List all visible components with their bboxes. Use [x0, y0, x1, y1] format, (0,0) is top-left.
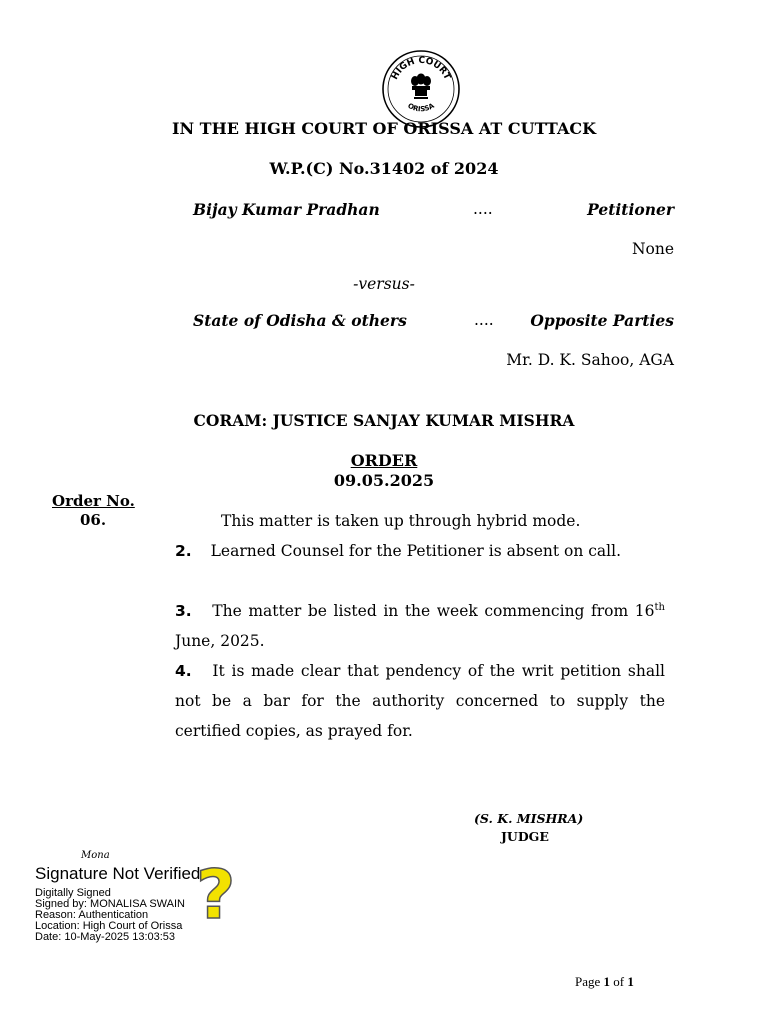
order-heading-text: ORDER: [350, 451, 418, 470]
court-title: IN THE HIGH COURT OF ORISSA AT CUTTACK: [172, 119, 596, 138]
signature-details: [35, 888, 185, 943]
petitioner-dots: ....: [473, 200, 493, 218]
signature-line: Date: 10-May-2025 13:03:53: [35, 931, 176, 943]
paragraph-text: This matter is taken up through hybrid mode.: [221, 512, 581, 530]
paragraph-3: [175, 596, 665, 656]
question-mark-icon: ?: [196, 856, 236, 935]
order-no-label: Order No.: [52, 492, 135, 510]
paragraph-text-before: The matter be listed in the week commencing from 16: [212, 602, 655, 620]
signature-line: Signed by: MONALISA SWAIN: [35, 898, 185, 910]
signature-status: Signature Not Verified: [35, 864, 201, 883]
paragraph-text: It is made clear that pendency of the writ petition shall not be a bar for the authority concerned to supply the certified copies, as prayed for.: [175, 662, 665, 740]
paragraph-4: [175, 656, 665, 746]
respondent-counsel: Mr. D. K. Sahoo, AGA: [506, 351, 674, 369]
seal-bottom-text: ORISSA: [406, 101, 436, 114]
petitioner-role: Petitioner: [587, 200, 674, 219]
petitioner-name: Bijay Kumar Pradhan: [193, 200, 380, 219]
paragraph-text-after: June, 2025.: [175, 632, 265, 650]
order-no-value: 06.: [80, 511, 107, 529]
paragraph-number: 3.: [175, 602, 192, 620]
signature-line: Location: High Court of Orissa: [35, 920, 183, 932]
page-current: 1: [603, 974, 611, 989]
ordinal-suffix: th: [654, 601, 665, 613]
respondent-role: Opposite Parties: [530, 311, 674, 330]
judge-title: JUDGE: [501, 829, 549, 844]
respondent-dots: ....: [474, 311, 494, 329]
versus-label: -versus-: [353, 275, 415, 293]
petitioner-counsel: None: [631, 240, 674, 258]
digital-signature-block[interactable]: [35, 856, 245, 944]
paragraph-1: [175, 506, 665, 536]
signature-line: Reason: Authentication: [35, 909, 149, 921]
seal-top-text: HIGH COURT: [390, 55, 452, 82]
order-date: 09.05.2025: [333, 471, 435, 490]
page-of: of: [610, 974, 628, 989]
high-court-seal: [381, 49, 461, 129]
case-number: W.P.(C) No.31402 of 2024: [269, 159, 499, 178]
respondent-name: State of Odisha & others: [193, 311, 407, 330]
emblem-icon: [411, 74, 431, 100]
judge-name: (S. K. MISHRA): [474, 811, 584, 826]
paragraph-number: 4.: [175, 662, 192, 680]
coram-line: CORAM: JUSTICE SANJAY KUMAR MISHRA: [193, 411, 575, 430]
paragraph-number: 2.: [175, 542, 192, 560]
paragraph-text: Learned Counsel for the Petitioner is absent on call.: [210, 542, 622, 560]
page-footer: [575, 974, 634, 990]
paragraph-2: [175, 536, 665, 566]
signature-line: Digitally Signed: [35, 887, 111, 899]
initials: Mona: [81, 850, 110, 861]
page-total: 1: [627, 974, 634, 989]
page-prefix: Page: [575, 974, 604, 989]
order-heading: [0, 451, 768, 470]
